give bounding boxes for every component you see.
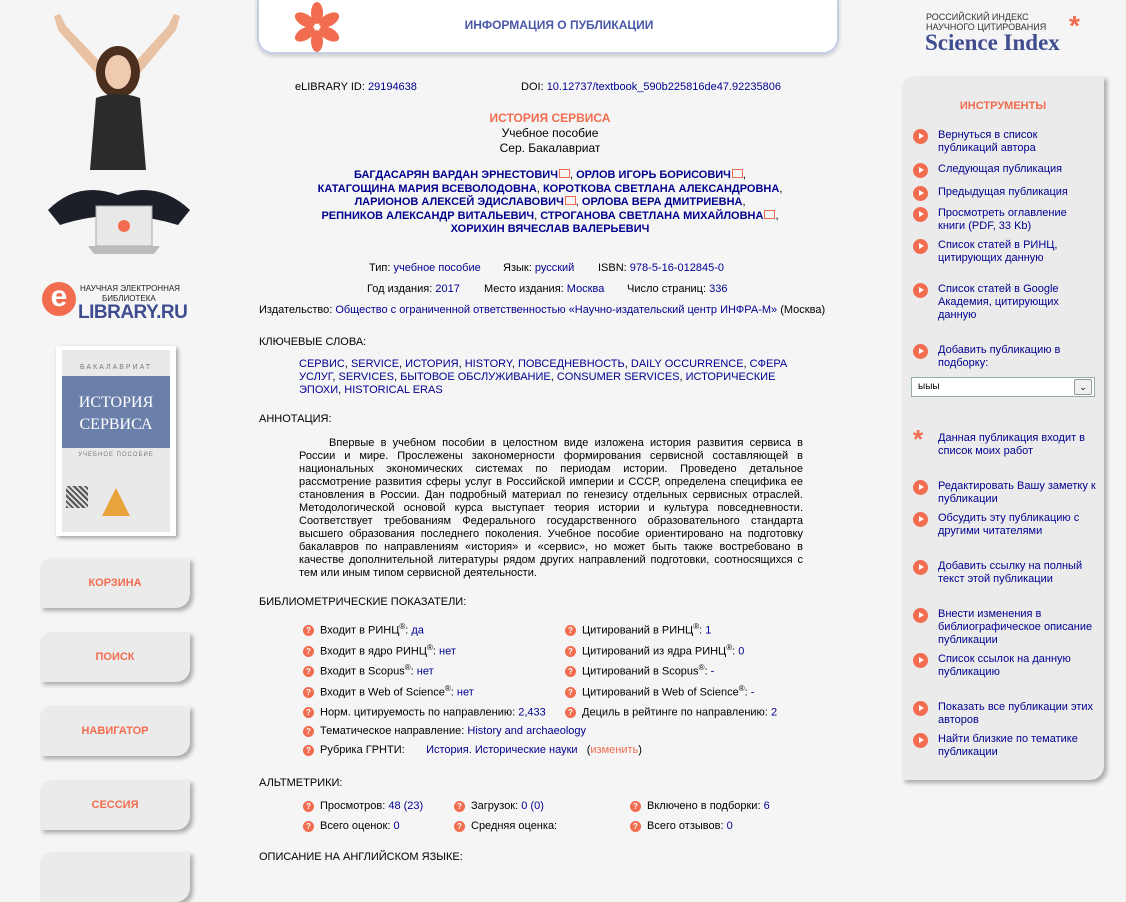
biblio-row bbox=[565, 704, 777, 719]
cover-qr bbox=[66, 486, 88, 508]
grnti-label: Рубрика ГРНТИ: bbox=[320, 744, 405, 756]
publication-title: ИСТОРИЯ СЕРВИСА bbox=[489, 111, 611, 125]
biblio-label: Цитирований в Scopus bbox=[582, 665, 699, 678]
mail-icon[interactable] bbox=[732, 169, 743, 178]
pages-label: Число страниц: bbox=[627, 283, 707, 295]
collection-select[interactable] bbox=[911, 377, 1095, 397]
arrow-right-icon bbox=[913, 733, 928, 748]
biblio-value[interactable]: - bbox=[750, 686, 755, 699]
biblio-value[interactable]: 2,433 bbox=[518, 706, 546, 719]
question-icon[interactable]: ? bbox=[565, 707, 576, 718]
pages-value[interactable]: 336 bbox=[709, 283, 728, 295]
book-cover[interactable] bbox=[56, 346, 176, 536]
alt-average bbox=[454, 820, 557, 832]
alt-views-value[interactable]: 48 (23) bbox=[388, 800, 424, 812]
biblio-row: ? Входит в Web of Science®: нет bbox=[303, 684, 474, 699]
alt-ratings-value[interactable]: 0 bbox=[393, 820, 400, 832]
author-link[interactable]: РЕПНИКОВ АЛЕКСАНДР ВИТАЛЬЕВИЧ bbox=[321, 209, 535, 222]
keyword-link[interactable]: SERVICE bbox=[350, 358, 400, 370]
elibrary-id-label: eLIBRARY ID: bbox=[295, 81, 365, 93]
biblio-value[interactable]: 2 bbox=[770, 706, 778, 719]
isbn-row bbox=[598, 262, 724, 274]
english-heading: ОПИСАНИЕ НА АНГЛИЙСКОМ ЯЗЫКЕ: bbox=[259, 851, 463, 863]
biblio-heading: БИБЛИОМЕТРИЧЕСКИЕ ПОКАЗАТЕЛИ: bbox=[259, 596, 467, 608]
keyword-link[interactable]: БЫТОВОЕ ОБСЛУЖИВАНИЕ bbox=[400, 371, 551, 383]
keyword-link[interactable]: ИСТОРИЯ bbox=[405, 358, 459, 370]
question-icon[interactable]: ? bbox=[303, 801, 314, 812]
cover-title-1: ИСТОРИЯ bbox=[78, 394, 154, 411]
publisher-link[interactable]: Общество с ограниченной ответственностью «Научно-издательский центр ИНФРА-М» bbox=[335, 304, 778, 316]
question-icon[interactable]: ? bbox=[303, 745, 314, 756]
altmetrics-heading: АЛЬТМЕТРИКИ: bbox=[259, 777, 343, 789]
biblio-label: Цитирований в Web of Science bbox=[582, 686, 739, 699]
page-title: ИНФОРМАЦИЯ О ПУБЛИКАЦИИ bbox=[464, 18, 654, 32]
lang-row bbox=[503, 262, 574, 274]
grnti-change-link[interactable]: изменить bbox=[590, 744, 639, 756]
keyword-link[interactable]: СФЕРА УСЛУГ bbox=[299, 358, 788, 383]
biblio-label: Входит в Web of Science bbox=[320, 686, 445, 699]
theme-row bbox=[303, 725, 586, 737]
biblio-value[interactable]: нет bbox=[416, 665, 434, 678]
alt-ratings-label: Всего оценок: bbox=[320, 820, 391, 832]
arrow-right-icon bbox=[913, 129, 928, 144]
alt-collections bbox=[630, 800, 770, 812]
publisher-city: (Москва) bbox=[780, 304, 826, 316]
pages-row bbox=[627, 283, 727, 295]
theme-link[interactable]: History and archaeology bbox=[467, 725, 587, 737]
author-link[interactable]: ХОРИХИН ВЯЧЕСЛАВ ВАЛЕРЬЕВИЧ bbox=[450, 223, 650, 235]
place-value[interactable]: Москва bbox=[566, 283, 605, 295]
keyword-link[interactable]: ПОВСЕДНЕВНОСТЬ bbox=[517, 358, 625, 370]
elibrary-id bbox=[295, 81, 417, 93]
question-icon[interactable]: ? bbox=[630, 821, 641, 832]
biblio-label: Входит в Scopus bbox=[320, 665, 405, 678]
biblio-value[interactable]: 0 bbox=[738, 645, 745, 658]
question-icon[interactable]: ? bbox=[303, 726, 314, 737]
mail-icon[interactable] bbox=[764, 210, 775, 219]
alt-ratings bbox=[303, 820, 400, 832]
biblio-row bbox=[303, 704, 546, 719]
publication-subtitle: Учебное пособие bbox=[501, 126, 599, 140]
alt-downloads-value[interactable]: 0 (0) bbox=[521, 800, 544, 812]
collection-select-value: ыыы bbox=[918, 381, 940, 392]
isbn-value[interactable]: 978-5-16-012845-0 bbox=[629, 262, 724, 274]
biblio-row: ? Цитирований в Web of Science®: - bbox=[565, 684, 754, 699]
biblio-row: ? Цитирований из ядра РИНЦ®: 0 bbox=[565, 643, 744, 658]
biblio-row: ? Входит в РИНЦ®: да bbox=[303, 622, 424, 637]
biblio-row: ? Цитирований в РИНЦ®: 1 bbox=[565, 622, 711, 637]
keyword-link[interactable]: CONSUMER SERVICES bbox=[556, 371, 680, 383]
annotation-heading: АННОТАЦИЯ: bbox=[259, 413, 332, 425]
author-link[interactable]: СТРОГАНОВА СВЕТЛАНА МИХАЙЛОВНА bbox=[540, 209, 764, 222]
question-icon[interactable]: ? bbox=[454, 801, 465, 812]
publisher-label: Издательство: bbox=[259, 304, 333, 316]
arrow-right-icon bbox=[913, 560, 928, 575]
si-main: Science Index bbox=[925, 30, 1060, 55]
nav-cart-button[interactable]: КОРЗИНА bbox=[40, 558, 190, 608]
keyword-link[interactable]: HISTORICAL ERAS bbox=[344, 384, 443, 396]
question-icon[interactable]: ? bbox=[303, 666, 314, 677]
year-row bbox=[367, 283, 460, 295]
question-icon[interactable]: ? bbox=[303, 687, 314, 698]
keyword-link[interactable]: СЕРВИС bbox=[299, 358, 345, 370]
year-label: Год издания: bbox=[367, 283, 433, 295]
biblio-label: Норм. цитируемость по направлению: bbox=[320, 706, 516, 719]
biblio-sup: ® bbox=[427, 643, 433, 652]
asterisk-icon: * bbox=[913, 424, 924, 454]
grnti-link[interactable]: История. Исторические науки bbox=[426, 744, 578, 756]
year-value[interactable]: 2017 bbox=[435, 283, 460, 295]
logo-line-2: БИБЛИОТЕКА bbox=[102, 294, 156, 303]
author-link[interactable]: ЛАРИОНОВ АЛЕКСЕЙ ЭДИСЛАВОВИЧ bbox=[354, 196, 564, 208]
question-icon[interactable]: ? bbox=[565, 666, 576, 677]
question-icon[interactable]: ? bbox=[303, 625, 314, 636]
biblio-value[interactable]: да bbox=[411, 624, 424, 637]
biblio-sup: ® bbox=[444, 684, 451, 693]
alt-reviews-value[interactable]: 0 bbox=[726, 820, 733, 832]
arrow-right-icon bbox=[913, 512, 928, 527]
biblio-sup: ® bbox=[726, 643, 733, 652]
keyword-link[interactable]: ИСТОРИЧЕСКИЕ ЭПОХИ bbox=[299, 371, 776, 396]
doi bbox=[521, 81, 781, 93]
publisher-row bbox=[259, 304, 825, 316]
si-line-2: НАУЧНОГО ЦИТИРОВАНИЯ bbox=[926, 22, 1047, 32]
annotation-text: Впервые в учебном пособии в целостном виде изложена история развития сервиса в России и мире. Прослежены закономерности формирования сервисной составляющей в национальных экономических системах по периодам истории. Проведено детальное рассмотрение развития сферы услуг в Российской империи и СССР, определена специфика ее становления в России. Дан подробный материал по генезису отдельных сервисных отраслей. Методологической основой курса выступает теория истории и культура повседневности. Соответствует требованиям Федерального государственного образовательного стандарта высшего образования последнего поколения. Учебное пособие ориентировано на подготовку бакалавров по направлениям «история» и «сервис», но может быть также востребовано в качестве дополнительной литературы рядом других направлений подготовки, соотносящихся с тем или иным типом сервисной деятельности. bbox=[299, 437, 803, 579]
author-link[interactable]: ОРЛОВ ИГОРЬ БОРИСОВИЧ bbox=[576, 169, 731, 181]
arrow-right-icon bbox=[913, 480, 928, 495]
biblio-row: ? Цитирований в Scopus®: - bbox=[565, 663, 714, 678]
doi-link[interactable]: 10.12737/textbook_590b225816de47.92235806 bbox=[546, 81, 781, 93]
user-photo bbox=[38, 10, 198, 260]
lang-value[interactable]: русский bbox=[534, 262, 575, 274]
arrow-right-icon bbox=[913, 186, 928, 201]
biblio-sup: ® bbox=[738, 684, 745, 693]
grnti-row: ? Рубрика ГРНТИ: История. Исторические науки (изменить) bbox=[303, 744, 642, 756]
biblio-sup: ® bbox=[693, 622, 700, 631]
question-icon[interactable]: ? bbox=[565, 625, 576, 636]
question-icon[interactable]: ? bbox=[303, 821, 314, 832]
arrow-right-icon bbox=[913, 701, 928, 716]
arrow-right-icon bbox=[913, 239, 928, 254]
alt-collections-label: Включено в подборки: bbox=[647, 800, 761, 812]
biblio-row: ? Входит в Scopus®: нет bbox=[303, 663, 434, 678]
keyword-link[interactable]: DAILY OCCURRENCE bbox=[630, 358, 744, 370]
tools-title: ИНСТРУМЕНТЫ bbox=[959, 100, 1047, 112]
biblio-label: Входит в РИНЦ bbox=[320, 624, 400, 637]
logo-main: LIBRARY.RU bbox=[78, 302, 188, 323]
alt-average-label: Средняя оценка: bbox=[471, 820, 558, 832]
alt-downloads-label: Загрузок: bbox=[471, 800, 519, 812]
biblio-value[interactable]: 1 bbox=[705, 624, 712, 637]
author-link[interactable]: БАГДАСАРЯН ВАРДАН ЭРНЕСТОВИЧ bbox=[354, 169, 558, 181]
nav-navigator-button[interactable]: НАВИГАТОР bbox=[40, 706, 190, 756]
arrow-right-icon bbox=[913, 344, 928, 359]
place-row bbox=[484, 283, 604, 295]
alt-collections-value[interactable]: 6 bbox=[763, 800, 770, 812]
type-value[interactable]: учебное пособие bbox=[393, 262, 481, 274]
alt-views bbox=[303, 800, 423, 812]
alt-reviews bbox=[630, 820, 733, 832]
alt-reviews-label: Всего отзывов: bbox=[647, 820, 724, 832]
si-line-1: РОССИЙСКИЙ ИНДЕКС bbox=[926, 12, 1029, 22]
theme-label: Тематическое направление: bbox=[320, 725, 465, 737]
author-list: БАГДАСАРЯН ВАРДАН ЭРНЕСТОВИЧ , ОРЛОВ ИГОРЬ БОРИСОВИЧ , КАТАГОЩИНА МАРИЯ ВСЕВОЛОДОВНА, КОРОТКОВА СВЕТЛАНА АЛЕКСАНДРОВНА, ЛАРИОНОВ АЛЕКСЕЙ ЭДИСЛАВОВИЧ , ОРЛОВА ВЕРА ДМИТРИЕВНА, РЕПНИКОВ АЛЕКСАНДР ВИТАЛЬЕВИЧ, СТРОГАНОВА СВЕТЛАНА МИХАЙЛОВНА , ХОРИХИН ВЯЧЕСЛАВ ВАЛЕРЬЕВИЧ bbox=[317, 169, 783, 235]
keyword-link[interactable]: HISTORY bbox=[464, 358, 512, 370]
biblio-label: Цитирований из ядра РИНЦ bbox=[582, 645, 727, 658]
biblio-value[interactable]: - bbox=[710, 665, 715, 678]
place-label: Место издания: bbox=[484, 283, 564, 295]
biblio-sup: ® bbox=[698, 663, 705, 672]
asterisk-icon: * bbox=[1069, 10, 1080, 41]
doi-label: DOI: bbox=[521, 81, 544, 93]
biblio-value[interactable]: нет bbox=[456, 686, 474, 699]
science-index-logo[interactable] bbox=[925, 8, 1105, 58]
lang-label: Язык: bbox=[503, 262, 532, 274]
author-link[interactable]: ОРЛОВА ВЕРА ДМИТРИЕВНА bbox=[581, 196, 743, 208]
cover-subtitle: УЧЕБНОЕ ПОСОБИЕ bbox=[78, 452, 154, 458]
isbn-label: ISBN: bbox=[598, 262, 627, 274]
keywords-list: СЕРВИС, SERVICE, ИСТОРИЯ, HISTORY, ПОВСЕДНЕВНОСТЬ, DAILY OCCURRENCE, СФЕРА УСЛУГ, SERVICES, БЫТОВОЕ ОБСЛУЖИВАНИЕ, CONSUMER SERVICES, ИСТОРИЧЕСКИЕ ЭПОХИ, HISTORICAL ERAS bbox=[299, 358, 788, 396]
publication-series: Сер. Бакалавриат bbox=[499, 141, 601, 155]
cover-title-2: СЕРВИСА bbox=[79, 416, 153, 433]
mail-icon[interactable] bbox=[559, 169, 570, 178]
question-icon[interactable]: ? bbox=[565, 646, 576, 657]
arrow-right-icon bbox=[913, 163, 928, 178]
chevron-down-icon[interactable]: ⌄ bbox=[1074, 379, 1092, 395]
arrow-right-icon bbox=[913, 653, 928, 668]
nav-search-button[interactable]: ПОИСК bbox=[40, 632, 190, 682]
biblio-value[interactable]: нет bbox=[439, 645, 456, 658]
nav-session-button[interactable]: СЕССИЯ bbox=[40, 780, 190, 830]
question-icon[interactable]: ? bbox=[565, 687, 576, 698]
arrow-right-icon bbox=[913, 283, 928, 298]
elibrary-id-value[interactable]: 29194638 bbox=[367, 81, 417, 93]
biblio-sup: ® bbox=[404, 663, 411, 672]
biblio-label: Цитирований в РИНЦ bbox=[582, 624, 694, 637]
mail-icon[interactable] bbox=[565, 196, 576, 205]
question-icon[interactable]: ? bbox=[303, 707, 314, 718]
elibrary-logo-e: e bbox=[42, 282, 76, 316]
biblio-label: Дециль в рейтинге по направлению: bbox=[582, 706, 768, 719]
type-label: Тип: bbox=[369, 262, 391, 274]
type-row bbox=[369, 262, 481, 274]
biblio-label: Входит в ядро РИНЦ bbox=[320, 645, 428, 658]
keywords-heading: КЛЮЧЕВЫЕ СЛОВА: bbox=[259, 336, 367, 348]
biblio-row: ? Входит в ядро РИНЦ®: нет bbox=[303, 643, 456, 658]
elibrary-logo[interactable] bbox=[40, 278, 200, 328]
biblio-sup: ® bbox=[399, 622, 406, 631]
question-icon[interactable]: ? bbox=[454, 821, 465, 832]
alt-views-label: Просмотров: bbox=[320, 800, 386, 812]
cover-series: БАКАЛАВРИАТ bbox=[79, 364, 153, 371]
author-link[interactable]: КАТАГОЩИНА МАРИЯ ВСЕВОЛОДОВНА bbox=[317, 182, 537, 195]
arrow-right-icon bbox=[913, 207, 928, 222]
arrow-right-icon bbox=[913, 608, 928, 623]
question-icon[interactable]: ? bbox=[630, 801, 641, 812]
alt-downloads bbox=[454, 800, 544, 812]
keyword-link[interactable]: SERVICES bbox=[338, 371, 394, 383]
question-icon[interactable]: ? bbox=[303, 646, 314, 657]
logo-line-1: НАУЧНАЯ ЭЛЕКТРОННАЯ bbox=[80, 284, 180, 293]
author-link[interactable]: КОРОТКОВА СВЕТЛАНА АЛЕКСАНДРОВНА bbox=[542, 182, 780, 195]
